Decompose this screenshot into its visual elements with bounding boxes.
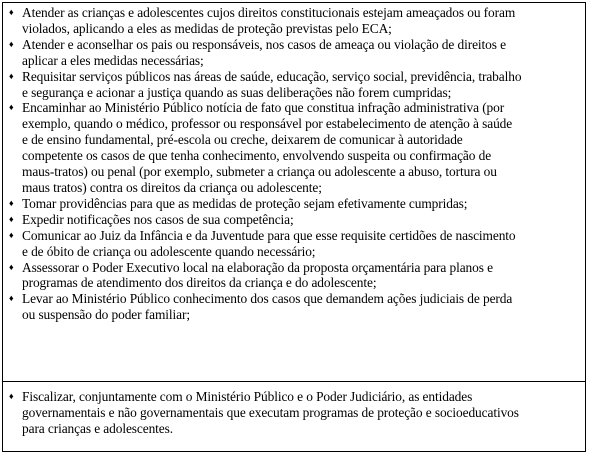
list-item [9, 5, 579, 37]
diamond-bullet-icon: ♦ [9, 38, 14, 49]
list-item [9, 291, 579, 323]
diamond-bullet-icon: ♦ [9, 229, 14, 240]
list-item [9, 37, 579, 69]
list-item-text-line: Atender as crianças e adolescentes cujos direitos constitucionais estejam ameaçados ou foram [22, 5, 516, 20]
list-item [9, 260, 579, 292]
main-items-section [3, 3, 585, 382]
list-item [9, 389, 579, 437]
list-item-text-line: e de ensino fundamental, pré-escola ou creche, deixarem de comunicar à autoridade [22, 132, 463, 148]
extra-items-section [3, 382, 585, 437]
list-item-text-line: competente os casos de que tenha conhecimento, envolvendo suspeita ou confirmação de [22, 148, 492, 164]
list-item-text-line: Requisitar serviços públicos nas áreas de saúde, educação, serviço social, previdência, trabalho [22, 68, 522, 84]
list-item [9, 196, 579, 212]
list-item-text-line: aplicar a eles medidas necessárias; [22, 52, 204, 68]
list-item-text-line: exemplo, quando o médico, professor ou responsável por estabelecimento de atenção à saúde [22, 116, 513, 132]
list-item-text-line: Fiscalizar, conjuntamente com o Ministério Público e o Poder Judiciário, as entidades [22, 389, 473, 404]
list-item-text-line: Tomar providências para que as medidas de proteção sejam efetivamente cumpridas; [22, 195, 468, 211]
diamond-bullet-icon: ♦ [9, 391, 14, 401]
list-item-text-line: Comunicar ao Juiz da Infância e da Juventude para que esse requisite certidões de nascimento [22, 227, 516, 243]
list-item-text-line: maus tratos) contra os direitos da criança ou adolescente; [22, 179, 322, 195]
diamond-bullet-icon: ♦ [9, 213, 14, 224]
list-item [9, 212, 579, 228]
list-item [9, 228, 579, 260]
diamond-bullet-icon: ♦ [9, 102, 14, 113]
list-item-text-line: para crianças e adolescentes. [22, 420, 174, 436]
list-item [9, 69, 579, 101]
list-item-text-line: programas de atendimento dos direitos da criança e do adolescente; [22, 275, 377, 291]
list-item-text-line: maus-tratos) ou penal (por exemplo, submeter a criança ou adolescente a abuso, tortura ou [22, 164, 497, 180]
diamond-bullet-icon: ♦ [9, 197, 14, 208]
list-item-text-line: Atender e aconselhar os pais ou responsáveis, nos casos de ameaça ou violação de direitos e [22, 36, 506, 52]
list-item-text-line: Assessorar o Poder Executivo local na elaboração da proposta orçamentária para planos e [22, 259, 493, 275]
diamond-bullet-icon: ♦ [9, 261, 14, 272]
diamond-bullet-icon: ♦ [9, 7, 14, 17]
list-item-text-line: Levar ao Ministério Público conhecimento dos casos que demandem ações judiciais de perda [22, 291, 513, 307]
list-item-text-line: Encaminhar ao Ministério Público notícia de fato que constitua infração administrativa (por [22, 100, 505, 116]
list-item [9, 100, 579, 195]
document-box [2, 2, 586, 452]
list-item-text-line: e segurança e acionar a justiça quando as suas deliberações não forem cumpridas; [22, 84, 452, 100]
list-item-text-line: Expedir notificações nos casos de sua competência; [22, 211, 294, 227]
diamond-bullet-icon: ♦ [9, 70, 14, 81]
list-item-text-line: ou suspensão do poder familiar; [22, 307, 190, 323]
list-item-text-line: e de óbito de criança ou adolescente quando necessário; [22, 243, 316, 259]
list-item-text-line: governamentais e não governamentais que executam programas de proteção e socioeducativos [22, 404, 519, 420]
list-item-text-line: violados, aplicando a eles as medidas de proteção previstas pelo ECA; [22, 20, 392, 36]
diamond-bullet-icon: ♦ [9, 293, 14, 304]
